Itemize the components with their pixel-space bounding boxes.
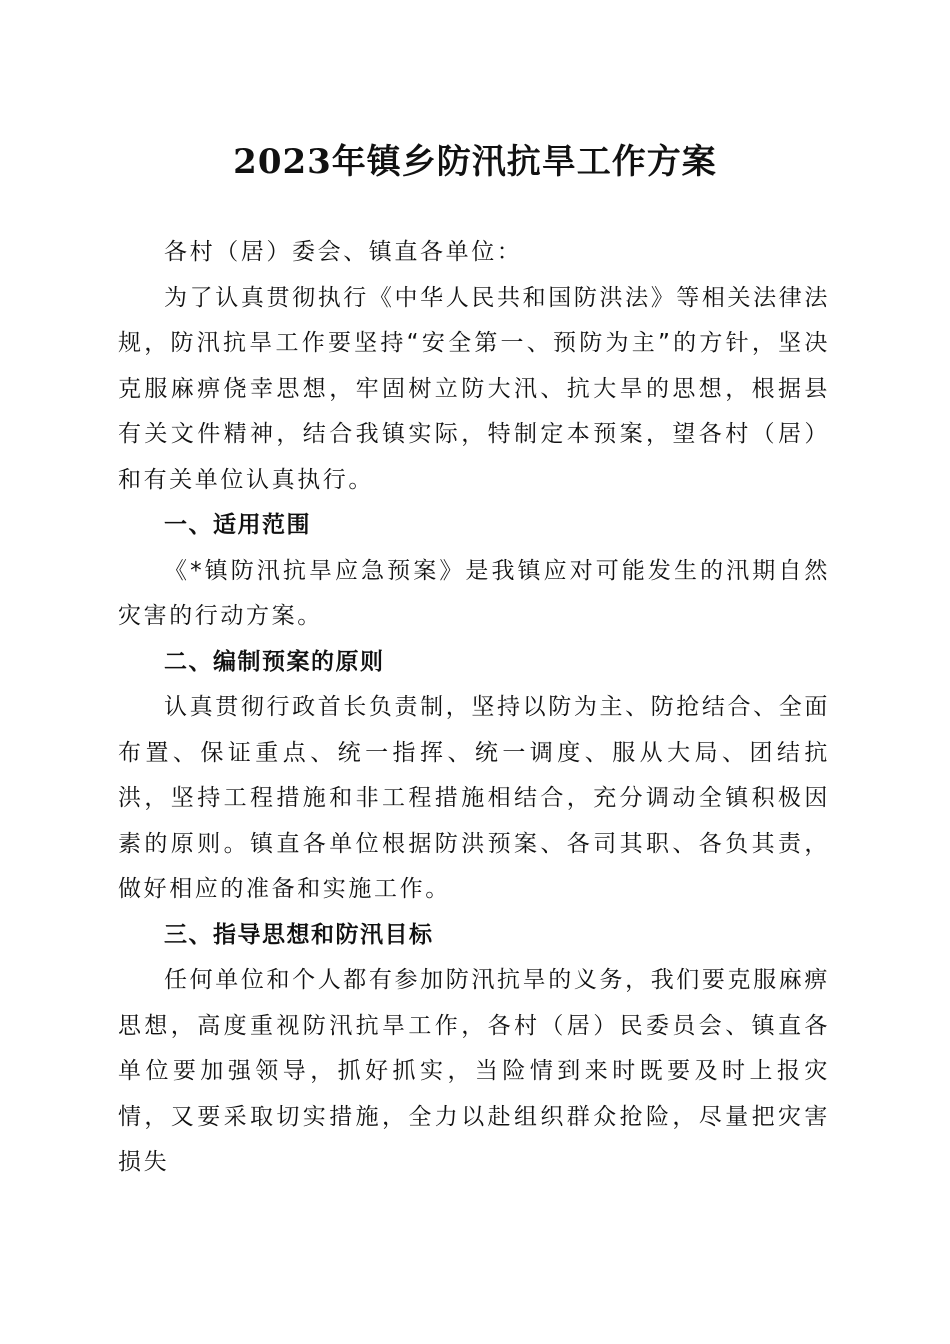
section-heading-scope: 一、适用范围 — [164, 512, 311, 538]
section-text-principles: 认真贯彻行政首长负责制，坚持以防为主、防抢结合、全面布置、保证重点、统一指挥、统一调度、服从大局、团结抗洪，坚持工程措施和非工程措施相结合，充分调动全镇积极因素的原则。镇直各单位根据防洪预案、各司其职、各负其责，做好相应的准备和实施工作。 — [118, 694, 830, 902]
intro-paragraph: 为了认真贯彻执行《中华人民共和国防洪法》等相关法律法规，防汛抗旱工作要坚持“安全第一、预防为主”的方针，坚决克服麻痹侥幸思想，牢固树立防大汛、抗大旱的思想，根据县有关文件精神，结合我镇实际，特制定本预案，望各村（居）和有关单位认真执行。 — [118, 284, 830, 493]
section-text-guidance: 任何单位和个人都有参加防汛抗旱的义务，我们要克服麻痹思想，高度重视防汛抗旱工作，各村（居）民委员会、镇直各单位要加强领导，抓好抓实，当险情到来时既要及时上报灾情，又要采取切实措施，全力以赴组织群众抢险，尽量把灾害损失 — [118, 967, 830, 1175]
document-title: 2023年镇乡防汛抗旱工作方案 — [233, 142, 717, 182]
document-body — [118, 230, 830, 1186]
section-text-scope: 《*镇防汛抗旱应急预案》是我镇应对可能发生的汛期自然灾害的行动方案。 — [118, 557, 830, 629]
section-heading-principles: 二、编制预案的原则 — [164, 648, 385, 675]
section-heading-guidance: 三、指导思想和防汛目标 — [164, 921, 434, 948]
salutation: 各村（居）委会、镇直各单位： — [164, 239, 523, 265]
